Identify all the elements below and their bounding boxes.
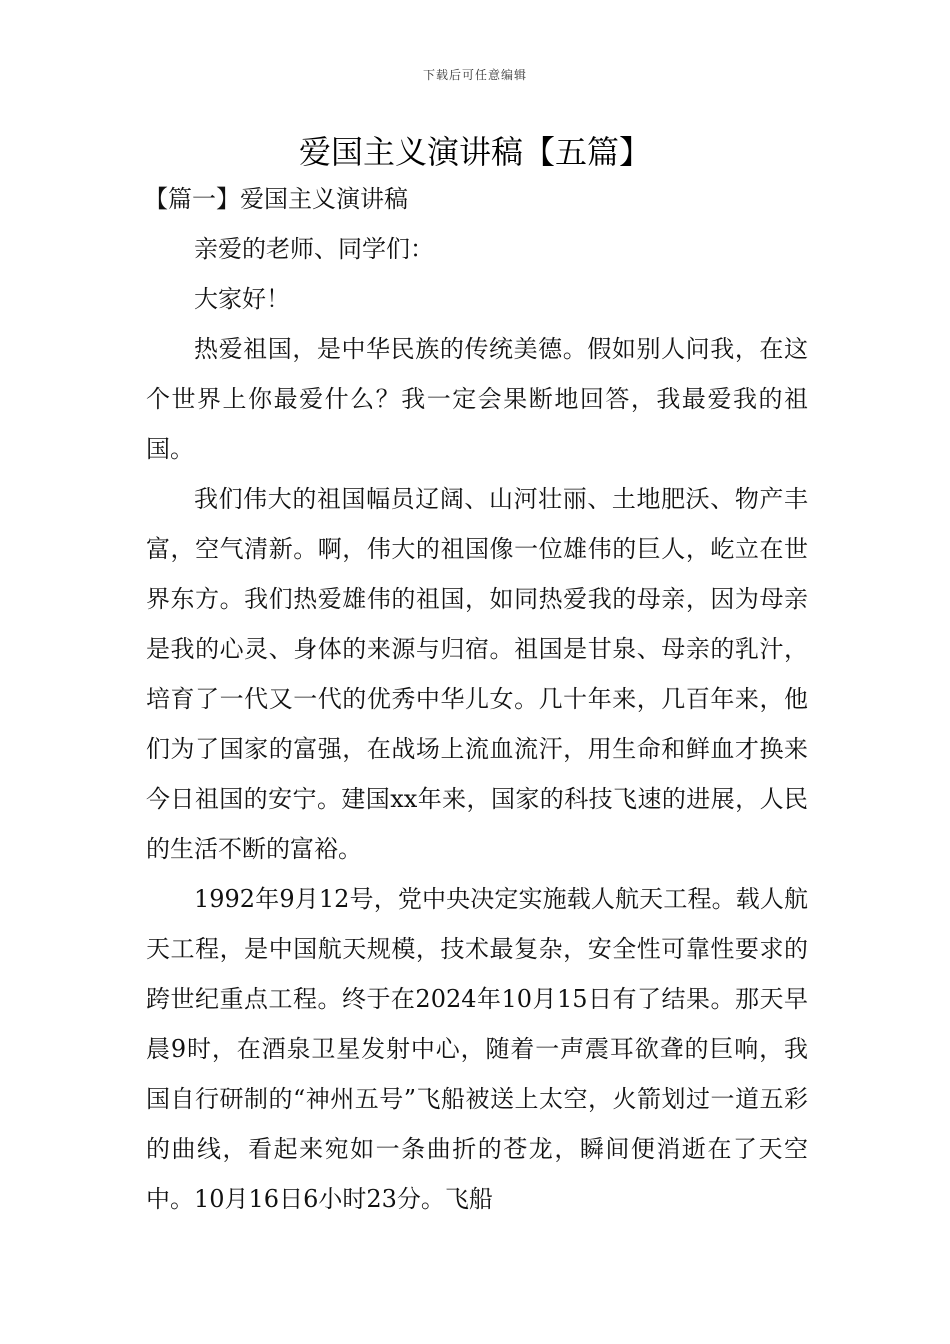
document-title: 爱国主义演讲稿【五篇】	[298, 133, 651, 171]
paragraph-space-program: 1992年9月12号，党中央决定实施载人航天工程。载人航天工程，是中国航天规模，技术最复杂，安全性可靠性要求的跨世纪重点工程。终于在2024年10月15日有了结果。那天早晨9时，在酒泉卫星发射中心，随着一声震耳欲聋的巨响，我国自行研制的“神州五号”飞船被送上太空，火箭划过一道五彩的曲线，看起来宛如一条曲折的苍龙，瞬间便消逝在了天空中。10月16日6小时23分。飞船	[146, 885, 808, 1213]
document-body	[146, 174, 808, 1224]
paragraph-salutation: 亲爱的老师、同学们：	[194, 235, 434, 263]
section-heading: 【篇一】爱国主义演讲稿	[144, 185, 408, 213]
paragraph-great-motherland: 我们伟大的祖国幅员辽阔、山河壮丽、土地肥沃、物产丰富，空气清新。啊，伟大的祖国像一位雄伟的巨人，屹立在世界东方。我们热爱雄伟的祖国，如同热爱我的母亲，因为母亲是我的心灵、身体的来源与归宿。祖国是甘泉、母亲的乳汁，培育了一代又一代的优秀中华儿女。几十年来，几百年来，他们为了国家的富强，在战场上流血流汗，用生命和鲜血才换来今日祖国的安宁。建国xx年来，国家的科技飞速的进展，人民的生活不断的富裕。	[146, 485, 808, 863]
paragraph-love-motherland: 热爱祖国，是中华民族的传统美德。假如别人问我，在这个世界上你最爱什么？我一定会果断地回答，我最爱我的祖国。	[146, 335, 808, 463]
paragraph-greeting: 大家好！	[194, 285, 290, 313]
header-note: 下载后可任意编辑	[422, 68, 527, 82]
